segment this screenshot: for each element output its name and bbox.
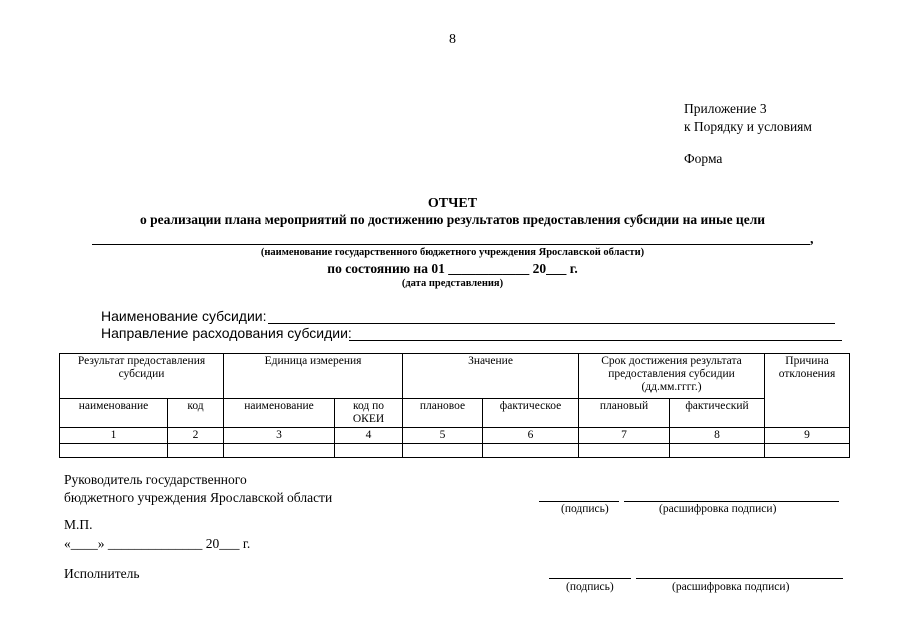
subheader-value-plan: плановое (403, 399, 483, 428)
subheader-deadline-fact: фактический (670, 399, 765, 428)
head-signature-line[interactable] (539, 501, 619, 502)
head-signature-caption: (подпись) (561, 503, 609, 515)
column-number: 4 (335, 428, 403, 444)
expense-direction-line[interactable] (349, 340, 842, 341)
table-cell[interactable] (60, 444, 168, 458)
subheader-deadline-plan: плановый (579, 399, 670, 428)
org-line-comma: , (810, 232, 814, 247)
executor-signature-line[interactable] (549, 578, 631, 579)
subheader-unit-name: наименование (224, 399, 335, 428)
subheader-unit-okei: код по ОКЕИ (335, 399, 403, 428)
header-reason: Причина отклонения (765, 354, 850, 428)
column-number: 7 (579, 428, 670, 444)
header-unit: Единица измерения (224, 354, 403, 399)
seal-label: М.П. (64, 517, 93, 532)
signature-date: «____» ______________ 20___ г. (64, 536, 251, 551)
subheader-value-fact: фактическое (483, 399, 579, 428)
org-name-line[interactable] (92, 244, 810, 245)
subsidy-name-label: Наименование субсидии: (101, 308, 267, 324)
executor-signature-caption: (подпись) (566, 581, 614, 593)
header-value: Значение (403, 354, 579, 399)
header-result: Результат предоставления субсидии (60, 354, 224, 399)
head-decoding-line[interactable] (624, 501, 839, 502)
expense-direction-label: Направление расходования субсидии: (101, 325, 352, 341)
column-number-row (60, 428, 850, 444)
appendix-block (684, 100, 812, 136)
head-title-line-2: бюджетного учреждения Ярославской области (64, 490, 333, 505)
appendix-line-2: к Порядку и условиям (684, 119, 812, 134)
report-table (59, 353, 850, 458)
report-title: ОТЧЕТ (427, 196, 478, 211)
header-deadline: Срок достижения результата предоставления субсидии (дд.мм.гггг.) (579, 354, 765, 399)
table-cell[interactable] (579, 444, 670, 458)
as-of-date: по состоянию на 01 ____________ 20___ г. (327, 261, 578, 276)
appendix-line-1: Приложение 3 (684, 101, 767, 116)
head-signature-block (64, 471, 332, 507)
date-caption: (дата представления) (401, 278, 504, 289)
column-number: 1 (60, 428, 168, 444)
table-cell[interactable] (403, 444, 483, 458)
report-subtitle: о реализации плана мероприятий по достижению результатов предоставления субсидии на иные цели (139, 212, 766, 227)
subheader-result-name: наименование (60, 399, 168, 428)
column-number: 6 (483, 428, 579, 444)
form-label: Форма (684, 151, 723, 166)
executor-label: Исполнитель (64, 566, 140, 581)
head-decoding-caption: (расшифровка подписи) (659, 503, 777, 515)
table-cell[interactable] (670, 444, 765, 458)
table-cell[interactable] (335, 444, 403, 458)
subsidy-name-line[interactable] (268, 323, 835, 324)
org-name-caption: (наименование государственного бюджетного учреждения Ярославской области) (260, 247, 645, 258)
column-number: 8 (670, 428, 765, 444)
executor-decoding-line[interactable] (636, 578, 843, 579)
table-cell[interactable] (765, 444, 850, 458)
executor-decoding-caption: (расшифровка подписи) (672, 581, 790, 593)
column-number: 3 (224, 428, 335, 444)
head-title-line-1: Руководитель государственного (64, 472, 247, 487)
table-cell[interactable] (224, 444, 335, 458)
table-cell[interactable] (483, 444, 579, 458)
column-number: 2 (168, 428, 224, 444)
table-cell[interactable] (168, 444, 224, 458)
subheader-result-code: код (168, 399, 224, 428)
column-number: 9 (765, 428, 850, 444)
table-row (60, 444, 850, 458)
column-number: 5 (403, 428, 483, 444)
page-number: 8 (449, 32, 456, 47)
